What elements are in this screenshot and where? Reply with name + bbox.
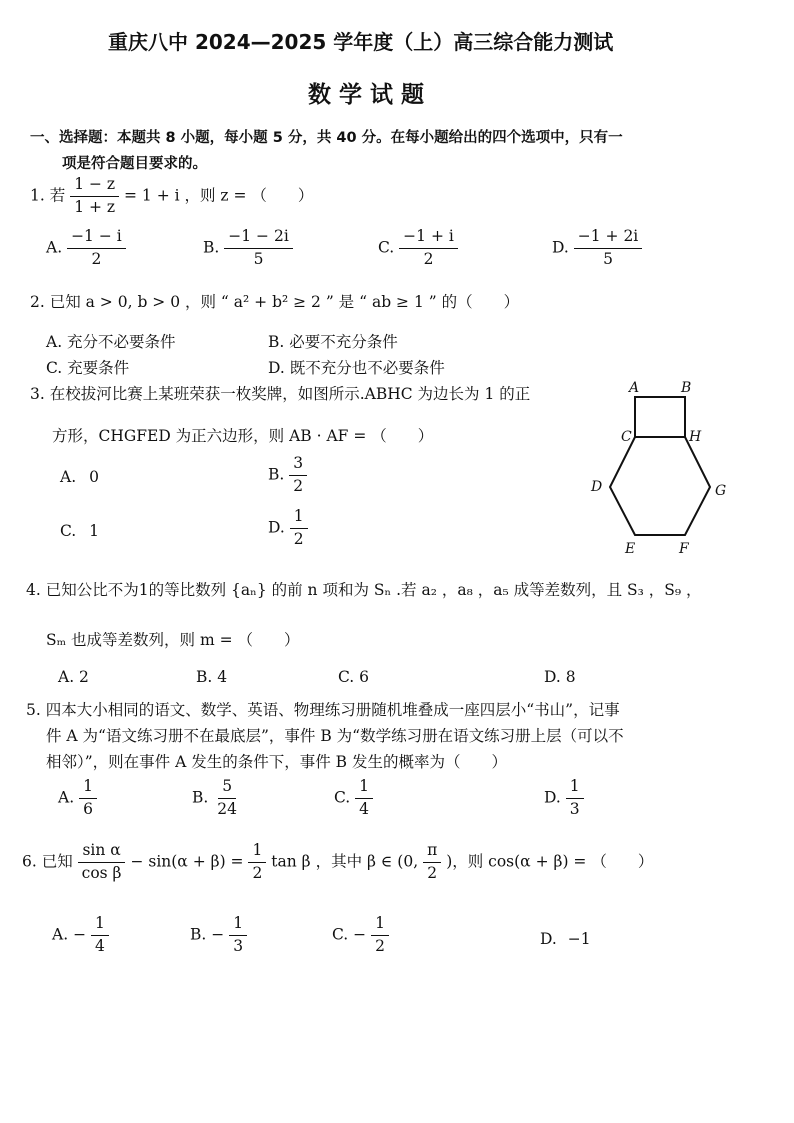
exam-title: 重庆八中 2024—2025 学年度（上）高三综合能力测试	[108, 30, 614, 54]
frac-den: 6	[83, 799, 93, 818]
q6-mid2: tan β ，其中 β ∈ (0,	[271, 852, 419, 871]
q6-pre: 6. 已知	[22, 852, 73, 871]
q3-option-b	[268, 455, 307, 496]
q1-option-b	[203, 228, 293, 269]
frac-num: sin α	[78, 842, 124, 863]
q1-post: = 1 + i ，则 z = （ ）	[124, 186, 314, 205]
q5-option-a	[58, 778, 97, 819]
question-3: 3. 在校拔河比赛上某班荣获一枚奖牌，如图所示.ABHC 为边长为 1 的正	[30, 385, 531, 403]
frac-num: −1 − 2i	[224, 228, 293, 249]
option-label: C.	[332, 925, 349, 944]
label-c: C	[621, 429, 632, 445]
frac-den: 2	[252, 863, 263, 882]
question-3-cont: 方形，CHGFED 为正六边形，则 AB · AF = （ ）	[52, 427, 434, 445]
subject-title: 数 学 试 题	[308, 82, 425, 108]
q4-option-d: D. 8	[544, 668, 576, 686]
q1-pre: 若	[49, 186, 66, 205]
q1-option-c	[378, 228, 458, 269]
q2-option-c: C. 充要条件	[46, 359, 130, 377]
option-sign: −	[211, 925, 225, 944]
label-a: A	[629, 380, 640, 396]
hexagon-square-figure	[585, 375, 745, 555]
frac-den: 2	[375, 936, 385, 955]
frac-den: 2	[423, 249, 434, 268]
frac-num: 1	[355, 778, 373, 799]
option-fraction	[371, 915, 389, 956]
label-h: H	[689, 429, 702, 445]
frac-num: 1	[290, 508, 308, 529]
option-label: C.	[378, 238, 395, 257]
question-2: 2. 已知 a > 0, b > 0 ，则 “ a² + b² ≥ 2 ” 是 “ ab ≥ 1 ” 的（ ）	[30, 293, 520, 311]
q4-option-b: B. 4	[196, 668, 228, 686]
option-label: D.	[268, 518, 285, 537]
option-fraction	[290, 508, 308, 549]
frac-num: 5	[218, 778, 236, 799]
frac-num: −1 + i	[399, 228, 458, 249]
option-value: 0	[89, 468, 99, 486]
question-4-cont: Sₘ 也成等差数列，则 m = （ ）	[46, 631, 300, 649]
option-label: B.	[190, 925, 207, 944]
frac-num: 1	[371, 915, 389, 936]
frac-den: 24	[217, 799, 237, 818]
q3-option-c	[60, 522, 99, 540]
frac-num: 1	[566, 778, 584, 799]
frac-den: 4	[359, 799, 370, 818]
q6-fraction-1	[78, 842, 126, 883]
option-label: C.	[60, 522, 77, 540]
frac-num: π	[423, 842, 441, 863]
q6-option-c	[332, 915, 389, 956]
q2-option-b: B. 必要不充分条件	[268, 333, 398, 351]
q4-option-c: C. 6	[338, 668, 370, 686]
q2-option-a: A. 充分不必要条件	[46, 333, 176, 351]
frac-num: 1	[79, 778, 97, 799]
figure-lines	[610, 397, 710, 535]
question-4: 4. 已知公比不为1的等比数列 {aₙ} 的前 n 项和为 Sₙ .若 a₂ ，a₈ ，a₅ 成等差数列，且 S₃ ，S₉ ，	[26, 581, 702, 599]
frac-num: 1	[229, 915, 247, 936]
hexagon-chgfed	[610, 437, 710, 535]
option-fraction	[213, 778, 241, 819]
option-label: B.	[268, 465, 285, 484]
option-label: A.	[52, 925, 69, 944]
q1-fraction	[70, 176, 119, 217]
option-label: A.	[46, 238, 63, 257]
option-fraction	[399, 228, 458, 269]
label-g: G	[715, 483, 727, 499]
option-fraction	[574, 228, 643, 269]
question-5-cont1: 件 A 为“语文练习册不在最底层”，事件 B 为“数学练习册在语文练习册上层（可以不	[46, 727, 624, 745]
question-5: 5. 四本大小相同的语文、数学、英语、物理练习册随机堆叠成一座四层小“书山”，记事	[26, 701, 620, 719]
frac-num: 3	[289, 455, 307, 476]
q6-option-d	[540, 930, 591, 948]
frac-num: −1 − i	[67, 228, 126, 249]
q1-frac-num: 1 − z	[70, 176, 119, 197]
frac-num: 1	[248, 842, 266, 863]
option-value: −1	[567, 930, 591, 948]
q6-option-b	[190, 915, 247, 956]
q5-option-b	[192, 778, 241, 819]
q5-option-d	[544, 778, 584, 819]
q4-option-a: A. 2	[58, 668, 89, 686]
frac-num: 1	[91, 915, 109, 936]
frac-den: 2	[427, 863, 438, 882]
frac-den: 3	[569, 799, 580, 818]
label-d: D	[591, 479, 603, 495]
option-fraction	[566, 778, 584, 819]
option-value: 1	[89, 522, 100, 540]
option-label: B.	[192, 788, 209, 807]
q1-number: 1.	[30, 186, 45, 205]
frac-den: cos β	[81, 863, 122, 882]
section-heading: 一、选择题：本题共 8 小题，每小题 5 分，共 40 分。在每小题给出的四个选项中，只有一	[30, 130, 623, 146]
option-sign: −	[353, 925, 367, 944]
q6-mid: − sin(α + β) =	[130, 852, 244, 871]
q1-option-a	[46, 228, 126, 269]
q6-post: )，则 cos(α + β) = （ ）	[446, 852, 654, 871]
option-fraction	[289, 455, 307, 496]
option-label: B.	[203, 238, 220, 257]
option-fraction	[355, 778, 373, 819]
q6-option-a	[52, 915, 109, 956]
option-label: D.	[544, 788, 561, 807]
frac-den: 2	[293, 529, 304, 548]
q3-option-a	[60, 468, 99, 486]
frac-den: 3	[233, 936, 244, 955]
option-fraction	[79, 778, 97, 819]
option-label: D.	[540, 930, 557, 948]
label-b: B	[681, 380, 692, 396]
frac-den: 2	[91, 249, 102, 268]
option-label: A.	[58, 788, 75, 807]
q1-option-d	[552, 228, 642, 269]
question-5-cont2: 相邻）”，则在事件 A 发生的条件下，事件 B 发生的概率为（ ）	[46, 753, 507, 771]
q3-option-d	[268, 508, 308, 549]
option-label: C.	[334, 788, 351, 807]
option-sign: −	[73, 925, 87, 944]
option-fraction	[224, 228, 293, 269]
q1-frac-den: 1 + z	[74, 197, 116, 216]
option-label: A.	[60, 468, 77, 486]
option-fraction	[91, 915, 109, 956]
q5-option-c	[334, 778, 373, 819]
label-e: E	[625, 541, 636, 555]
frac-den: 2	[293, 476, 304, 495]
q6-fraction-3	[423, 842, 441, 883]
square-abhc	[635, 397, 685, 437]
q6-fraction-2	[248, 842, 266, 883]
question-6	[22, 842, 653, 883]
option-fraction	[67, 228, 126, 269]
label-f: F	[679, 541, 689, 555]
q2-option-d: D. 既不充分也不必要条件	[268, 359, 445, 377]
option-fraction	[229, 915, 247, 956]
option-label: D.	[552, 238, 569, 257]
frac-num: −1 + 2i	[574, 228, 643, 249]
question-1	[30, 176, 313, 217]
section-heading-cont: 项是符合题目要求的。	[62, 156, 207, 172]
frac-den: 5	[253, 249, 264, 268]
frac-den: 4	[95, 936, 105, 955]
frac-den: 5	[603, 249, 613, 268]
